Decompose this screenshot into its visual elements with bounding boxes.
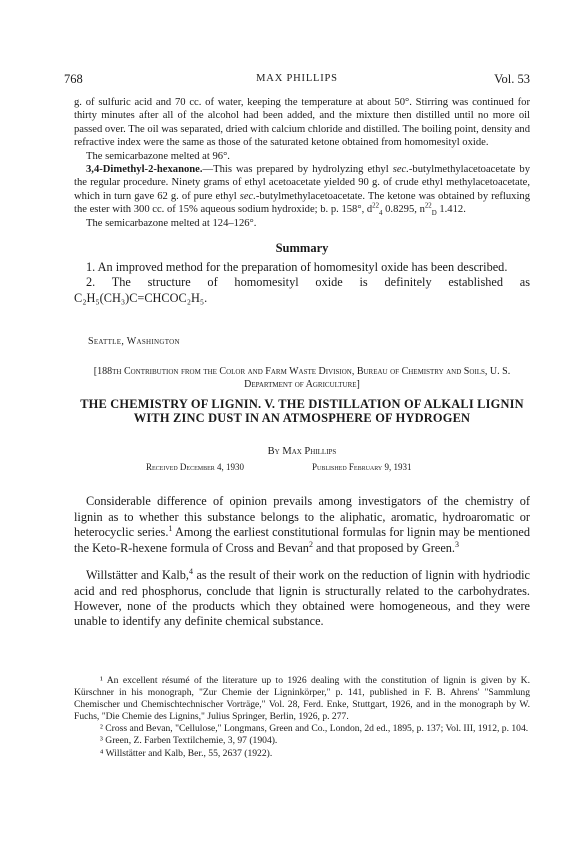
footnote-ref[interactable]: 3 [455,539,460,549]
article-title: THE CHEMISTRY OF LIGNIN. V. THE DISTILLATION OF ALKALI LIGNIN WITH ZINC DUST IN AN ATMOSPHERE OF HYDROGEN [80,397,524,425]
footnote-2: ² Cross and Bevan, "Cellulose," Longmans, Green and Co., London, 2d ed., 1895, p. 137; Vol. III, 1912, p. 104. [100,723,529,735]
published-date: Published February 9, 1931 [312,462,412,472]
summary-section [74,260,530,306]
text-run: as the result of their work on the reduction of lignin with hydriodic acid and red phosphorus, conclude that lignin is structurally related to the carbohydrates. However, none of the products which they obtained were homogeneous, and they were unable to identify any definite chemical substance. [74,568,530,629]
footnote-ref[interactable]: 2 [308,539,313,549]
text-run: and that proposed by Green. [312,540,456,555]
density-subscript: 4 [379,210,383,218]
intro-paragraph-2 [74,568,530,630]
summary-item-2: 2. The structure of homomesityl oxide is definitely established as C₂H₅(CH₃)C=CHCOC₂H₅. [74,275,530,305]
volume-label: Vol. 53 [494,72,530,86]
summary-item-1: 1. An improved method for the preparation of homomesityl oxide has been described. [86,260,508,274]
text-run: —This was prepared by hydrolyzing ethyl [202,164,393,176]
experimental-section [74,96,530,230]
summary-heading: Summary [275,241,329,255]
author-location: Seattle, Washington [88,336,180,347]
italic-run: sec. [239,190,256,202]
paragraph-semicarbazone: The semicarbazone melted at 96°. [86,150,230,162]
text-run: -butylmethylacetoacetate. The ketone was obtained by refluxing the ester with 300 cc. of 15% aqueous sodium hydroxide; b. p. 158°, d [74,190,530,216]
text-run: 0.8295, n [382,204,425,216]
page-number: 768 [64,72,83,86]
text-run: Among the earliest constitutional formulas for lignin may be mentioned the Keto-R-hexene formula of Cross and Bevan [74,525,530,555]
page-header [64,72,530,88]
text-run: Considerable difference of opinion prevails among investigators of the chemistry of lignin as to whether this substance belongs to the aliphatic, aromatic, hydroaromatic or heterocyclic series. [74,494,530,540]
intro-paragraph-1 [74,494,530,556]
article-body [74,482,530,642]
paragraph-semicarbazone-2: The semicarbazone melted at 124–126°. [86,217,257,229]
paragraph-distillation: g. of sulfuric acid and 70 cc. of water, keeping the temperature at about 50°. Stirring was continued for thirty minutes after all of the alcohol had been added, and the mixture then distilled until no more oil passed over. The oil was separated, dried with calcium chloride and distilled. The boiling point, density and refractive index were the same as those of the saturated ketone obtained from homomesityl oxide. [74,97,530,149]
paragraph-dimethyl-hexanone [74,163,530,217]
compound-heading: 3,4-Dimethyl-2-hexanone. [86,164,203,176]
refraction-superscript: 22 [424,202,432,210]
text-run: Willstätter and Kalb, [86,568,190,583]
footnote-ref[interactable]: 1 [168,524,173,534]
footnote-ref[interactable]: 4 [189,567,194,577]
contribution-note: [188th Contribution from the Color and Farm Waste Division, Bureau of Chemistry and Soils, U. S. Department of Agriculture] [93,366,511,390]
running-head: MAX PHILLIPS [256,73,338,84]
footnote-3: ³ Green, Z. Farben Textilchemie, 3, 97 (1904). [100,735,278,747]
italic-run: sec. [392,164,409,176]
text-run: -butylmethylacetoacetate by the regular procedure. Ninety grams of ethyl acetoacetate yielded 90 g. of crude ethyl methylacetoacetate, which in turn gave 62 g. of pure ethyl [74,164,530,202]
text-run: 1.412. [436,204,466,216]
density-superscript: 22 [372,202,380,210]
footnote-1: ¹ An excellent résumé of the literature up to 1926 dealing with the constitution of lignin is given by K. Kürschner in his monograph, "Zur Chemie der Ligninkörper," p. 141, published in F. B. Ahrens' "Sammlung Chemischer und Chemischtechnischer Vorträge," Vol. 28, Ferd. Enke, Stuttgart, 1926, and in the monograph by W. Fuchs, "Die Chemie des Lignins," Julius Springer, Berlin, 1926, p. 277. [74,675,530,723]
byline: By Max Phillips [267,446,337,457]
received-date: Received December 4, 1930 [146,462,244,472]
footnotes [74,675,530,760]
refraction-subscript: D [431,210,437,218]
footnote-4: ⁴ Willstätter and Kalb, Ber., 55, 2637 (1922). [100,747,273,759]
